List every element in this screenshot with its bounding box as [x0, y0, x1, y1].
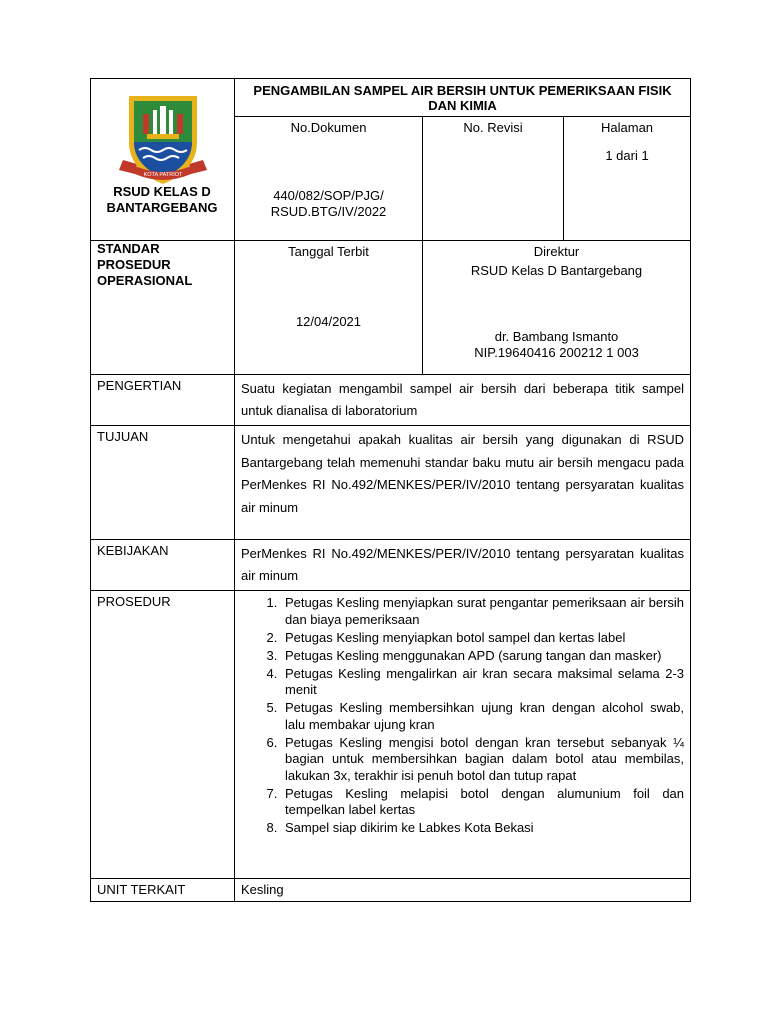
prosedur-step: 5. Petugas Kesling membersihkan ujung kran dengan alcohol swab, lalu membakar ujung kran [281, 700, 684, 733]
kebijakan-text: PerMenkes RI No.492/MENKES/PER/IV/2010 tentang persyaratan kualitas air minum [235, 540, 691, 591]
city-emblem-logo [97, 90, 228, 194]
prosedur-step: 7. Petugas Kesling melapisi botol dengan alumunium foil dan tempelkan label kertas [281, 786, 684, 819]
kebijakan-label: KEBIJAKAN [91, 540, 235, 591]
tanggal-terbit-value: 12/04/2021 [295, 314, 362, 329]
prosedur-cell [235, 591, 691, 879]
prosedur-step: 1. Petugas Kesling menyiapkan surat pengantar pemeriksaan air bersih dan biaya pemeriksaan [281, 595, 684, 628]
prosedur-step: 8. Sampel siap dikirim ke Labkes Kota Bekasi [281, 820, 684, 837]
direktur-nip: NIP.19640416 200212 1 003 [474, 345, 639, 360]
sop-document [90, 78, 690, 902]
logo-ribbon-text: KOTA PATRIOT [143, 172, 182, 178]
hospital-name: RSUD KELAS D BANTARGEBANG [106, 184, 218, 215]
unit-terkait-text: Kesling [235, 879, 691, 902]
no-dokumen-value: 440/082/SOP/PJG/ RSUD.BTG/IV/2022 [270, 188, 387, 219]
tujuan-label: TUJUAN [91, 426, 235, 540]
direktur-cell [423, 241, 691, 375]
prosedur-step: 2. Petugas Kesling menyiapkan botol sampel dan kertas label [281, 630, 684, 647]
halaman-value: 1 dari 1 [605, 148, 649, 163]
prosedur-steps [241, 595, 684, 837]
halaman-cell [564, 117, 691, 241]
direktur-name: dr. Bambang Ismanto [494, 329, 619, 344]
no-dokumen-cell [235, 117, 423, 241]
halaman-label: Halaman [601, 120, 654, 135]
direktur-org: RSUD Kelas D Bantargebang [470, 263, 643, 278]
prosedur-label: PROSEDUR [91, 591, 235, 879]
sop-label: STANDAR PROSEDUR OPERASIONAL [91, 241, 235, 375]
pengertian-text: Suatu kegiatan mengambil sampel air bersih dari beberapa titik sampel untuk dianalisa di laboratorium [235, 375, 691, 426]
no-revisi-label: No. Revisi [463, 120, 523, 135]
prosedur-step: 3. Petugas Kesling menggunakan APD (sarung tangan dan masker) [281, 648, 684, 665]
tanggal-terbit-label: Tanggal Terbit [288, 244, 369, 259]
direktur-label: Direktur [533, 244, 580, 259]
no-revisi-cell [423, 117, 564, 241]
logo-cell [91, 79, 235, 241]
prosedur-step: 6. Petugas Kesling mengisi botol dengan kran tersebut sebanyak ¼ bagian untuk membersihkan bagian dalam botol atau membilas, lakukan 3x, terakhir isi penuh botol dan tutup rapat [281, 735, 684, 785]
tujuan-text: Untuk mengetahui apakah kualitas air bersih yang digunakan di RSUD Bantargebang telah memenuhi standar baku mutu air bersih mengacu pada PerMenkes RI No.492/MENKES/PER/IV/2010 tentang persyaratan kualitas air minum [235, 426, 691, 540]
no-dokumen-label: No.Dokumen [290, 120, 367, 135]
tanggal-terbit-cell [235, 241, 423, 375]
unit-terkait-label: UNIT TERKAIT [91, 879, 235, 902]
prosedur-step: 4. Petugas Kesling mengalirkan air kran secara maksimal selama 2-3 menit [281, 666, 684, 699]
pengertian-label: PENGERTIAN [91, 375, 235, 426]
document-title: PENGAMBILAN SAMPEL AIR BERSIH UNTUK PEMERIKSAAN FISIK DAN KIMIA [235, 79, 691, 117]
